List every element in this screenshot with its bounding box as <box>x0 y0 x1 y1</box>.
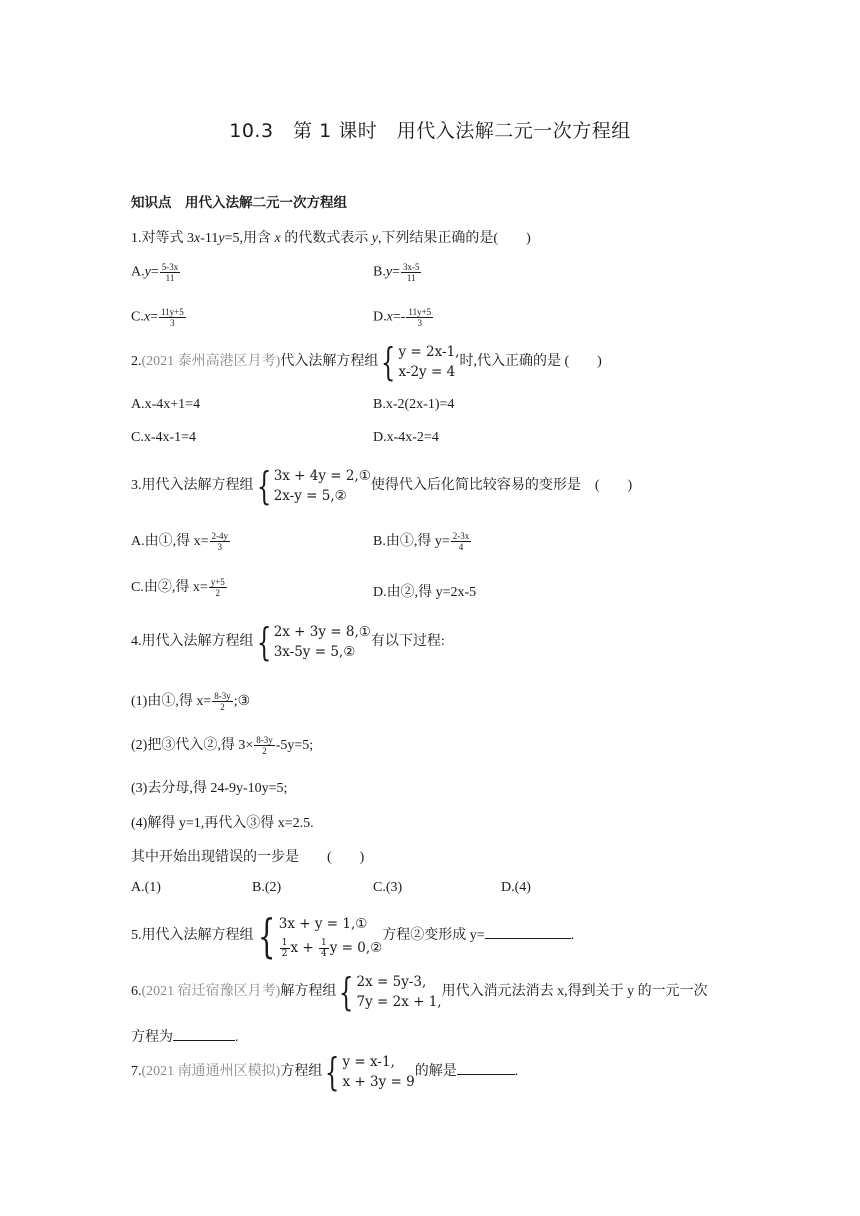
question-4-ask: 其中开始出现错误的一步是 ( ) <box>131 850 365 865</box>
question-4-step-3: (3)去分母,得 24-9y-10y=5; <box>131 781 288 796</box>
question-7-stem: 7.(2021 南通通州区模拟)方程组 { y = x-1, x + 3y = 9 的解是 . <box>131 1050 519 1094</box>
equation-system-2: { y = 2x-1, x-2y = 4 <box>381 340 460 384</box>
question-4-step-1: (1)由①,得 x= $\frac{8-3y}{2}$ ;③ <box>131 691 251 713</box>
equation-system-3: { 3x + 4y = 2,① 2x-y = 5,② <box>256 464 371 508</box>
question-4-stem: 4.用代入法解方程组 { 2x + 3y = 8,① 3x-5y = 5,② 有以下过程: <box>131 620 445 664</box>
question-4-step-4: (4)解得 y=1,再代入③得 x=2.5. <box>131 816 314 831</box>
question-3-option-c[interactable]: C.由②,得 x= $\frac{y+5}{2}$ <box>131 577 225 599</box>
question-5-stem: 5.用代入法解方程组 { 3x + y = 1,① $\frac{1}{2}$ x + $\frac{1}{4}$ y = 0,② 方程②变形成 y= . <box>131 909 575 963</box>
question-2-option-a[interactable]: A.x-4x+1=4 <box>131 397 201 412</box>
answer-blank-7[interactable] <box>457 1062 515 1075</box>
question-2-option-d[interactable]: D.x-4x-2=4 <box>373 430 439 445</box>
question-6-line-2: 方程为 . <box>131 1030 239 1045</box>
equation-system-6: { 2x = 5y-3, 7y = 2x + 1, <box>339 970 442 1014</box>
question-1-option-b[interactable]: B.y= $\frac{3x-5}{11}$ <box>373 262 420 283</box>
question-1-option-c[interactable]: C.x= $\frac{11y+5}{3}$ <box>131 307 184 328</box>
question-1-option-a[interactable]: A.y= $\frac{5-3x}{11}$ <box>131 262 179 283</box>
question-2-stem: 2.(2021 泰州高港区月考)代入法解方程组 { y = 2x-1, x-2y = 4 时,代入正确的是 ( ) <box>131 340 602 384</box>
equation-system-4: { 2x + 3y = 8,① 3x-5y = 5,② <box>256 620 371 664</box>
question-3-stem: 3.用代入法解方程组 { 3x + 4y = 2,① 2x-y = 5,② 使得代入后化简比较容易的变形是 ( ) <box>131 464 633 508</box>
question-2-option-c[interactable]: C.x-4x-1=4 <box>131 430 197 445</box>
question-2-source: (2021 泰州高港区月考) <box>141 354 281 370</box>
question-4-option-a[interactable]: A.(1) <box>131 880 161 895</box>
equation-system-7: { y = x-1, x + 3y = 9 <box>325 1050 415 1094</box>
question-4-option-b[interactable]: B.(2) <box>252 880 282 895</box>
question-4-option-c[interactable]: C.(3) <box>373 880 403 895</box>
question-6-source: (2021 宿迁宿豫区月考) <box>141 984 281 1000</box>
equation-system-5: { 3x + y = 1,① $\frac{1}{2}$ x + $\frac{1}{4}$ y = 0,② <box>257 909 383 963</box>
page-title: 10.3 第 1 课时 用代入法解二元一次方程组 <box>229 120 631 142</box>
answer-blank-5[interactable] <box>485 926 571 939</box>
question-2-option-b[interactable]: B.x-2(2x-1)=4 <box>373 397 455 412</box>
question-3-option-b[interactable]: B.由①,得 y= $\frac{2-3x}{4}$ <box>373 531 470 553</box>
answer-blank-6[interactable] <box>173 1028 235 1041</box>
question-1-option-d[interactable]: D.x=- $\frac{11y+5}{3}$ <box>373 307 432 328</box>
question-7-source: (2021 南通通州区模拟) <box>141 1064 281 1080</box>
question-6-stem: 6.(2021 宿迁宿豫区月考)解方程组 { 2x = 5y-3, 7y = 2x + 1, 用代入消元法消去 x,得到关于 y 的一元一次 <box>131 970 708 1014</box>
question-3-option-d[interactable]: D.由②,得 y=2x-5 <box>373 585 477 600</box>
question-1-stem: 1.对等式 3x-11y=5,用含 x 的代数式表示 y,下列结果正确的是( ) <box>131 231 531 246</box>
question-4-option-d[interactable]: D.(4) <box>501 880 531 895</box>
question-4-step-2: (2)把③代入②,得 3× $\frac{8-3y}{2}$ -5y=5; <box>131 735 314 757</box>
section-heading: 知识点 用代入法解二元一次方程组 <box>131 195 347 211</box>
question-3-option-a[interactable]: A.由①,得 x= $\frac{2-4y}{3}$ <box>131 531 229 553</box>
